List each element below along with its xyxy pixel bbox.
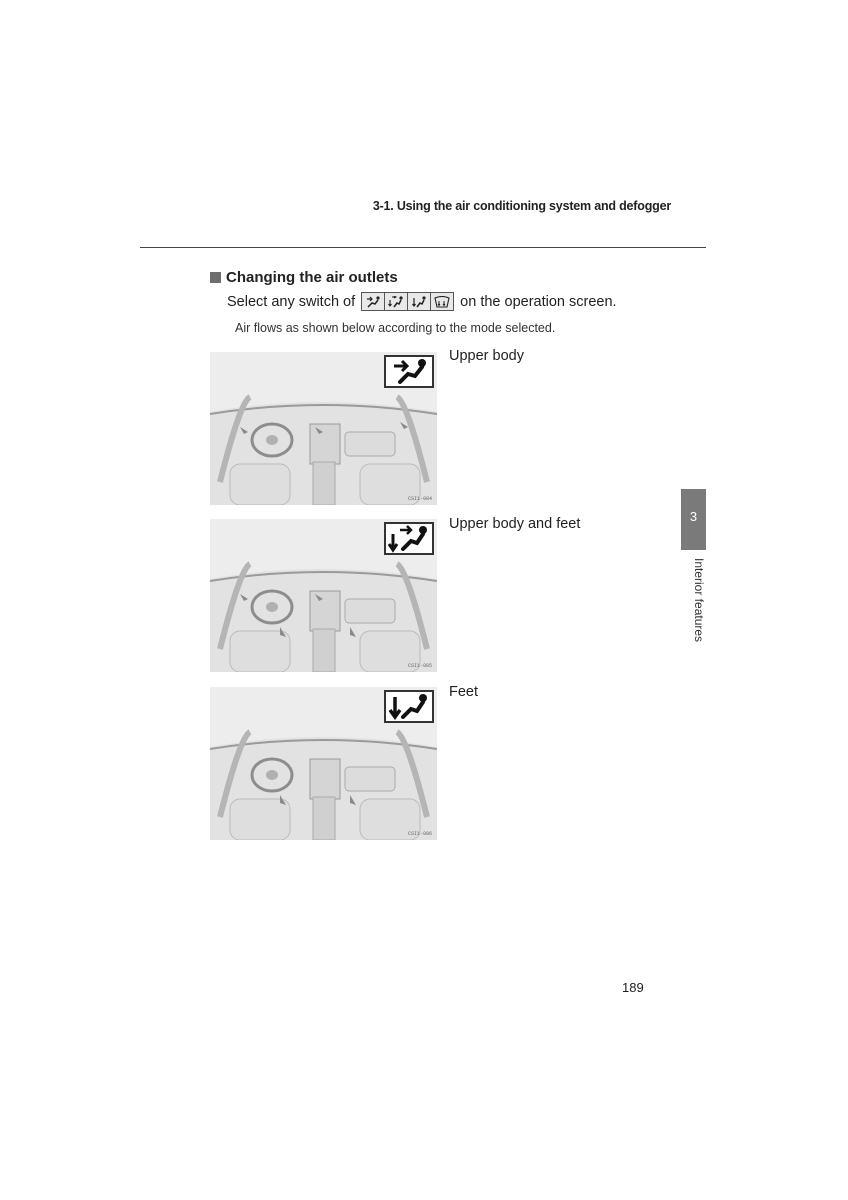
running-header: 3-1. Using the air conditioning system and defogger bbox=[372, 199, 671, 213]
figure-id: CSI1-085 bbox=[407, 663, 432, 669]
header-divider bbox=[140, 247, 706, 248]
chapter-number: 3 bbox=[689, 509, 698, 524]
chapter-tab bbox=[681, 489, 706, 550]
dashboard-illustration-feet bbox=[210, 687, 437, 840]
mode-label-upper-body: Upper body bbox=[449, 348, 524, 364]
instruction-line bbox=[227, 292, 617, 311]
mode-label-feet: Feet bbox=[449, 684, 479, 700]
upper-body-and-feet-airflow-icon bbox=[384, 522, 434, 555]
dashboard-illustration-upper-body bbox=[210, 352, 437, 505]
feet-airflow-icon bbox=[408, 293, 431, 310]
square-bullet-icon bbox=[210, 272, 221, 283]
figure-id: CSI1-084 bbox=[407, 496, 432, 502]
upper-body-airflow-icon bbox=[362, 293, 385, 310]
upper-body-airflow-icon bbox=[384, 355, 434, 388]
instruction-text-after: on the operation screen. bbox=[460, 293, 617, 310]
feet-and-windshield-airflow-icon bbox=[431, 293, 453, 310]
dashboard-illustration-upper-body-and-feet bbox=[210, 519, 437, 672]
section-heading bbox=[210, 269, 398, 286]
mode-label-upper-body-and-feet: Upper body and feet bbox=[449, 516, 581, 532]
figure-id: CSI1-086 bbox=[407, 831, 432, 837]
upper-body-and-feet-airflow-icon bbox=[385, 293, 408, 310]
section-note: Air flows as shown below according to the mode selected. bbox=[235, 321, 556, 335]
chapter-name: Interior features bbox=[692, 558, 706, 643]
feet-airflow-icon bbox=[384, 690, 434, 723]
page-number: 189 bbox=[622, 980, 644, 995]
section-heading-text: Changing the air outlets bbox=[226, 269, 398, 286]
air-outlet-switch-strip bbox=[361, 292, 454, 311]
instruction-text-before: Select any switch of bbox=[227, 293, 356, 310]
